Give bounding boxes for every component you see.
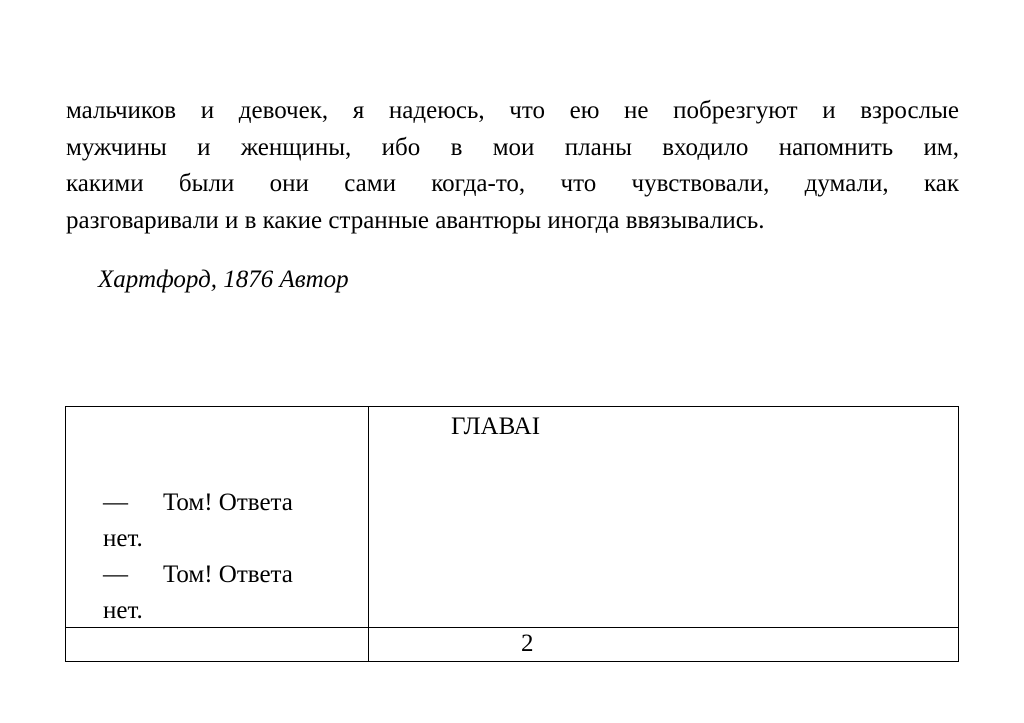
dialog-dash: — [103, 489, 128, 516]
paragraph-line: мужчины и женщины, ибо в мои планы входило напомнить им, [66, 133, 959, 161]
chapter-title: ГЛАВАI [451, 413, 541, 440]
page-number: 2 [521, 630, 534, 657]
dialog-text: нет. [103, 597, 143, 624]
paragraph-line: мальчиков и девочек, я надеюсь, что ею не побрезгуют и взрослые [66, 97, 959, 124]
author-signature: Хартфорд, 1876 Автор [98, 266, 349, 293]
dialog-line [103, 485, 343, 521]
dialog-text: Том! Ответа [163, 489, 293, 516]
chapter-table [65, 406, 959, 662]
dialog-line [103, 593, 343, 629]
paragraph-line: какими были они сами когда-то, что чувствовали, думали, как [66, 170, 959, 197]
body-paragraph [66, 93, 959, 239]
table-column-divider [368, 407, 369, 661]
dialog-line [103, 557, 343, 593]
dialog-cell [103, 485, 343, 629]
paragraph-line: разговаривали и в какие странные авантюры иногда ввязывались. [66, 206, 765, 234]
dialog-text: нет. [103, 525, 143, 552]
dialog-line [103, 521, 343, 557]
dialog-text: Том! Ответа [163, 561, 293, 588]
dialog-dash: — [103, 561, 128, 588]
